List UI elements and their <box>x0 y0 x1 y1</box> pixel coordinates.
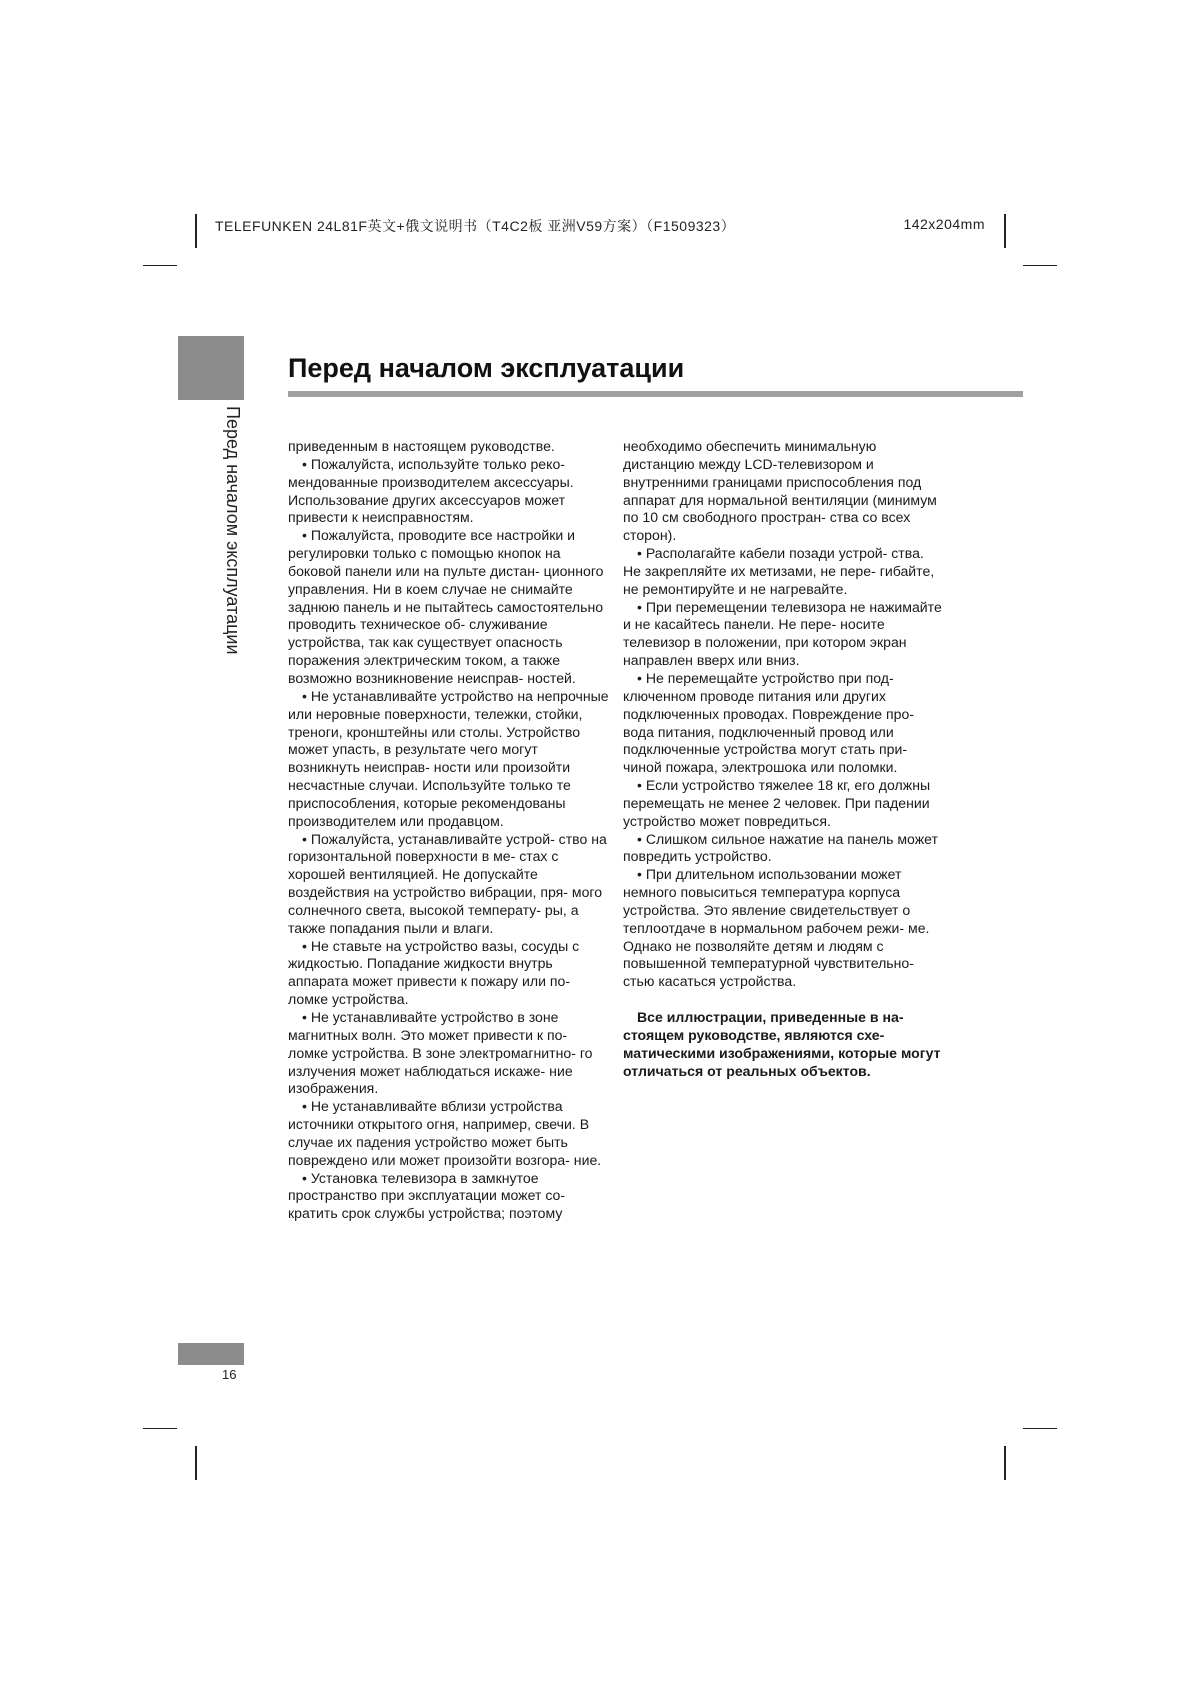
bullet-paragraph: • При длительном использовании может немного повыситься температура корпуса устройства. Это явление свидетельствует о теплоотдаче в нормальном рабочем режи- ме. Однако не позволяйте детям и людям с повышенной температурной чувствительно- стью касаться устройства. <box>623 866 930 990</box>
paragraph: необходимо обеспечить минимальную дистанцию между LCD-телевизором и внутренними границами приспособления под аппарат для нормальной вентиляции (минимум по 10 см свободного простран- ства со всех сторон). <box>623 438 937 544</box>
illustration-note: Все иллюстрации, приведенные в на- стоящем руководстве, являются схе- матическими изображениями, которые могут отличаться от реальных объектов. <box>623 1009 941 1079</box>
document-id: TELEFUNKEN 24L81F英文+俄文说明书（T4C2板 亚洲V59方案）（F1509323） <box>215 218 736 234</box>
bullet-paragraph: • При перемещении телевизора не нажимайте и не касайтесь панели. Не пере- носите телевизор в положении, при котором экран направлен вверх или вниз. <box>623 598 942 669</box>
bullet-paragraph: • Не перемещайте устройство при под- ключенном проводе питания или других подключенных проводах. Повреждение про- вода питания, подключенный провод или подключенные устройства могут стать при- чиной пожара, электрошока или поломки. <box>623 669 915 776</box>
title-underline <box>288 391 1023 397</box>
bullet-paragraph: • Если устройство тяжелее 18 кг, его должны перемещать не менее 2 человек. При падении устройство может повредиться. <box>623 777 931 829</box>
bullet-paragraph: • Пожалуйста, устанавливайте устрой- ство на горизонтальной поверхности в ме- стах с хорошей вентиляцией. Не допускайте воздействия на устройство вибрации, пря- мого солнечного света, высокой температу- ры, а также попадания пыли и влаги. <box>288 830 607 936</box>
crop-mark <box>1004 1446 1006 1480</box>
page-title: Перед началом эксплуатации <box>288 353 685 383</box>
crop-mark <box>1023 1428 1057 1429</box>
page-number-marker <box>178 1343 244 1365</box>
bullet-paragraph: • Не ставьте на устройство вазы, сосуды с жидкостью. Попадание жидкости внутрь аппарата может привести к пожару или по- ломке устройства. <box>288 937 580 1008</box>
page-number: 16 <box>222 1367 237 1382</box>
bullet-paragraph: • Не устанавливайте вблизи устройства источники открытого огня, например, свечи. В случае их падения устройство может быть повреждено или может произойти возгора- ние. <box>288 1098 602 1168</box>
crop-mark <box>143 265 177 266</box>
right-column <box>623 438 945 1081</box>
bullet-paragraph: • Пожалуйста, используйте только реко- мендованные производителем аксессуары. Использование других аксессуаров может привести к неисправностям. <box>288 455 574 526</box>
side-tab-marker <box>178 336 244 400</box>
side-tab-label: Перед началом эксплуатации <box>223 406 243 655</box>
bullet-paragraph: • Располагайте кабели позади устрой- ства. Не закрепляйте их метизами, не пере- гибайте, не ремонтируйте и не нагревайте. <box>623 545 935 597</box>
crop-mark <box>1023 265 1057 266</box>
bullet-paragraph: • Слишком сильное нажатие на панель может повредить устройство. <box>623 830 938 865</box>
bullet-paragraph: • Установка телевизора в замкнутое пространство при эксплуатации может со- кратить срок службы устройства; поэтому <box>288 1169 566 1222</box>
crop-mark <box>195 1446 197 1480</box>
page-size: 142x204mm <box>903 216 985 232</box>
bullet-paragraph: • Не устанавливайте устройство на непрочные или неровные поверхности, тележки, стойки, треноги, кронштейны или столы. Устройство может упасть, в результате чего могут возникнуть неисправ- ности или произойти несчастные случаи. Используйте только те приспособления, которые рекомендованы производителем или продавцом. <box>288 687 609 829</box>
left-column <box>288 438 610 1223</box>
print-header <box>215 216 985 236</box>
crop-mark <box>1004 214 1006 248</box>
crop-mark <box>143 1428 177 1429</box>
bullet-paragraph: • Не устанавливайте устройство в зоне магнитных волн. Это может привести к по- ломке устройства. В зоне электромагнитно- го излучения может наблюдаться искаже- ние изображения. <box>288 1009 593 1097</box>
paragraph: приведенным в настоящем руководстве. <box>288 438 555 454</box>
crop-mark <box>195 214 197 248</box>
bullet-paragraph: • Пожалуйста, проводите все настройки и регулировки только с помощью кнопок на боковой панели или на пульте дистан- ционного управления. Ни в коем случае не снимайте заднюю панель и не пытайтесь самостоятельно проводить техническое об- служивание устройства, так как существует опасность поражения электрическим током, а также возможно возникновение неисправ- ностей. <box>288 527 604 686</box>
